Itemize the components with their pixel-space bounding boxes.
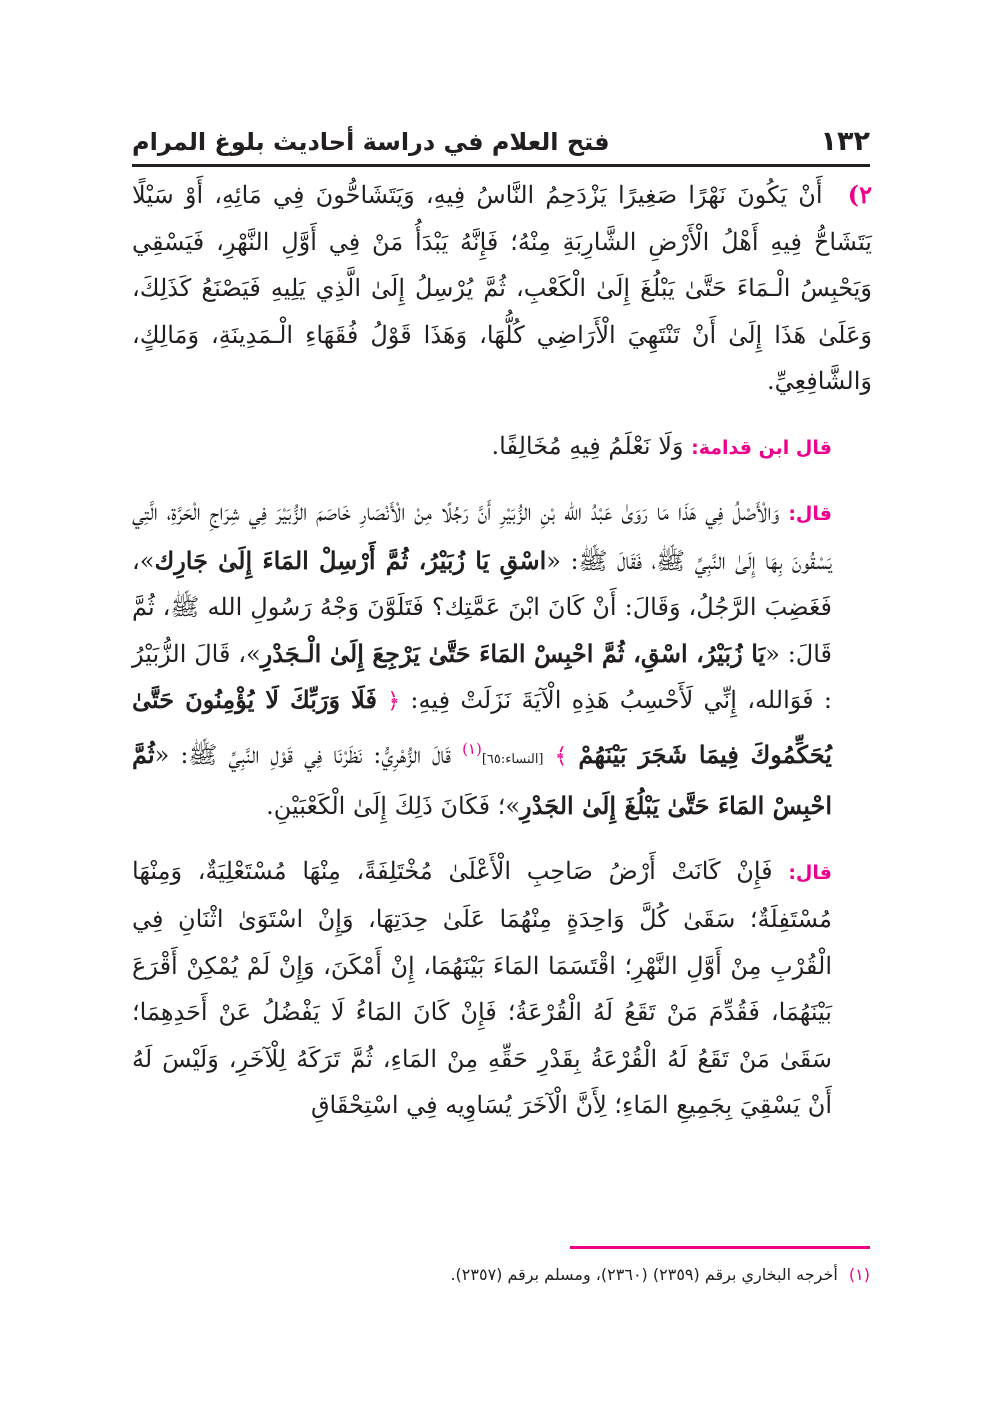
- hadith-quote: يَا زُبَيْرُ، اسْقِ، ثُمَّ احْبِسْ المَاءَ حَتَّىٰ يَرْجِعَ إِلَىٰ الْـجَدْرِ: [260, 638, 766, 668]
- text-segment: »، قَالَ الزُّبَيْرُ : فَوَالله، إِنِّي لَأَحْسِبُ هَذِهِ الْآيَةَ نَزَلَتْ فِيهِ:: [132, 639, 832, 714]
- text-segment: قَالَ الزُّهْرِيُّ: نَظَرْنَا فِي قَوْلِ النَّبِيِّ ﷺ: «: [154, 740, 452, 769]
- text-segment: »؛ فَكَانَ ذَلِكَ إِلَىٰ الْكَعْبَيْنِ.: [266, 792, 521, 820]
- ayah-open-bracket: ﴿: [387, 689, 401, 714]
- text-segment: »، فَغَضِبَ الرَّجُلُ، وَقَالَ: أَنْ كَانَ ابْنَ عَمَّتِك؟ فَتَلَوَّنَ وَجْهُ رَسُولِ الله ﷺ، ثُمَّ قَالَ: «: [132, 546, 833, 668]
- quran-verse: فَلَا وَرَبِّكَ لَا يُؤْمِنُونَ حَتَّىٰ يُحَكِّمُوكَ فِيمَا شَجَرَ بَيْنَهُمْ: [132, 685, 832, 769]
- page-body: [132, 172, 872, 1129]
- item-number: ٢): [847, 180, 872, 209]
- footnote-rule: [570, 1246, 870, 1249]
- paragraph-text: وَلَا نَعْلَمُ فِيهِ مُخَالِفًا.: [491, 431, 684, 460]
- speaker-label: قال:: [788, 861, 832, 884]
- speaker-label: قال ابن قدامة:: [691, 436, 832, 459]
- footnote-mark: (١): [462, 739, 482, 758]
- paragraph-2: [132, 423, 872, 472]
- hadith-quote: اسْقِ يَا زُبَيْرُ، ثُمَّ أَرْسِلْ المَاءَ إِلَىٰ جَارِك: [154, 545, 547, 575]
- hadith-quote: ثُمَّ احْبِسْ المَاءَ حَتَّىٰ يَبْلُغَ إِلَىٰ الجَدْرِ: [132, 739, 832, 820]
- footnote: [132, 1265, 870, 1284]
- paragraph-3: [132, 489, 872, 830]
- page-number: ١٣٢: [820, 126, 870, 157]
- page-header: [132, 124, 870, 168]
- footnote-number: (١): [848, 1265, 870, 1284]
- header-rule: [132, 164, 870, 167]
- text-segment: وَالْأَصْلُ فِي هَذَا مَا رَوَىٰ عَبْدُ الله بْنِ الزُّبَيْرِ أَنَّ رَجُلًا مِنْ الْأَنْصَارِ خَاصَمَ الزُّبَيْرَ فِي شِرَاجِ الْحَرَّةِ، الَّتِي يَسْقُونَ بِهَا إِلَىٰ النَّبِيِّ ﷺ، فَقَالَ ﷺ: «: [132, 498, 832, 575]
- paragraph-1: [132, 172, 872, 405]
- book-title: فتح العلام في دراسة أحاديث بلوغ المرام: [132, 128, 610, 156]
- ayah-close-bracket: ﴾: [554, 743, 568, 769]
- paragraph-4: [132, 848, 872, 1129]
- verse-reference: [النساء:٦٥]: [481, 751, 544, 767]
- paragraph-text: فَإِنْ كَانَتْ أَرْضُ صَاحِبِ الْأَعْلَىٰ مُخْتَلِفَةً، مِنْهَا مُسْتَعْلِيَةٌ، وَمِنْهَا مُسْتَفِلَةٌ؛ سَقَىٰ كُلَّ وَاحِدَةٍ مِنْهُمَا عَلَىٰ حِدَتِهَا، وَإِنْ اسْتَوَىٰ اثْنَانِ فِي الْقُرْبِ مِنْ أَوَّلِ النَّهْرِ؛ اقْتَسَمَا المَاءَ بَيْنَهُمَا، إِنْ أَمْكَنَ، وَإِنْ لَمْ يُمْكِنْ أَقْرَعَ بَيْنَهُمَا، فَقُدِّمَ مَنْ تَقَعُ لَهُ الْقُرْعَةُ؛ فَإِنْ كَانَ المَاءُ لَا يَفْضُلُ عَنْ أَحَدِهِمَا؛ سَقَىٰ مَنْ تَقَعُ لَهُ الْقُرْعَةُ بِقَدْرِ حَقِّهِ مِنْ المَاءِ، ثُمَّ تَرَكَهُ لِلْآخَرِ، وَلَيْسَ لَهُ أَنْ يَسْقِيَ بِجَمِيعِ المَاءِ؛ لِأَنَّ الْآخَرَ يُسَاوِيه فِي اسْتِحْقَاقِ: [132, 856, 832, 1119]
- paragraph-text: أَنْ يَكُونَ نَهْرًا صَغِيرًا يَزْدَحِمُ النَّاسُ فِيهِ، وَيَتَشَاحُّونَ فِي مَائِهِ، أَوْ سَيْلًا يَتَشَاحُّ فِيهِ أَهْلُ الْأَرْضِ الشَّارِبَةِ مِنْهُ؛ فَإِنَّهُ يَبْدَأُ مَنْ فِي أَوَّلِ النَّهْرِ، فَيَسْقِي وَيَحْبِسُ الْـمَاءَ حَتَّىٰ يَبْلُغَ إِلَىٰ الْكَعْبِ، ثُمَّ يُرْسِلُ إِلَىٰ الَّذِي يَلِيهِ فَيَصْنَعُ كَذَلِكَ، وَعَلَىٰ هَذَا إِلَىٰ أَنْ تَنْتَهِيَ الْأَرَاضِي كُلُّهَا، وَهَذَا قَوْلُ فُقَهَاءِ الْـمَدِينَةِ، وَمَالِكٍ، وَالشَّافِعِيِّ.: [132, 181, 872, 395]
- speaker-label: قال:: [788, 503, 832, 525]
- footnote-text: أخرجه البخاري برقم (٢٣٥٩) (٢٣٦٠)، ومسلم برقم (٢٣٥٧).: [450, 1265, 838, 1284]
